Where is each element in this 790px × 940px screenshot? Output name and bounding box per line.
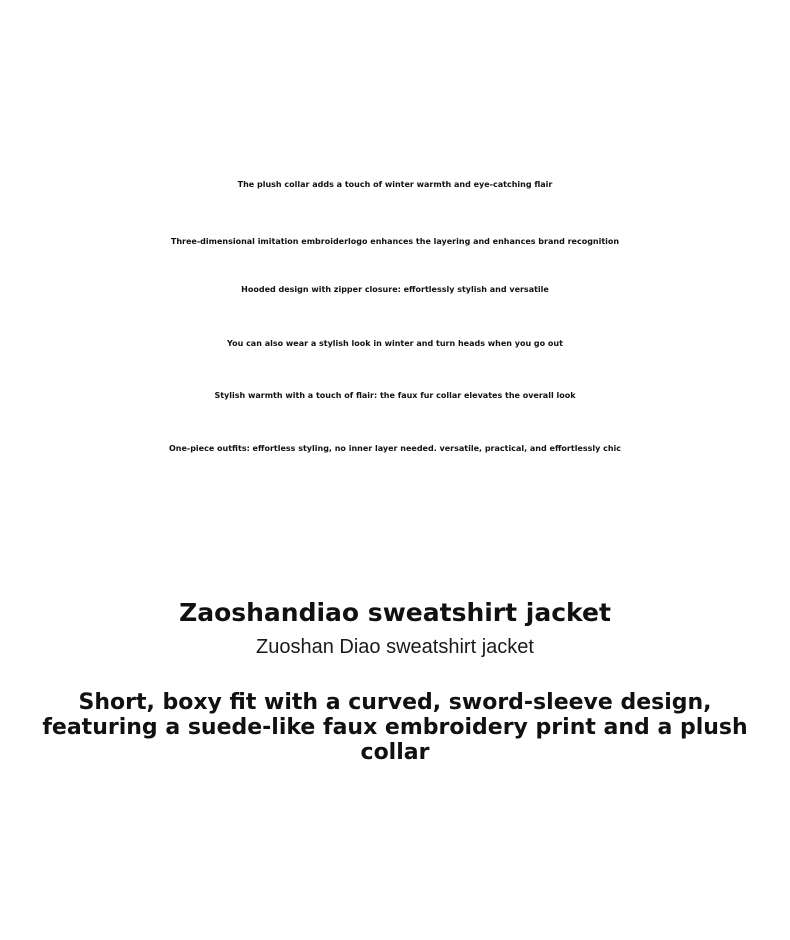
feature-hooded-zipper: Hooded design with zipper closure: effortlessly stylish and versatile [241, 285, 549, 294]
feature-one-piece-outfit: One-piece outfits: effortless styling, no inner layer needed. versatile, practical, and effortlessly chic [168, 444, 622, 453]
feature-plush-collar: The plush collar adds a touch of winter warmth and eye-catching flair [237, 180, 553, 189]
feature-winter-look: You can also wear a stylish look in winter and turn heads when you go out [227, 339, 563, 348]
feature-embroidery-logo: Three-dimensional imitation embroiderlogo enhances the layering and enhances brand recognition [170, 237, 620, 246]
feature-faux-fur-collar: Stylish warmth with a touch of flair: the faux fur collar elevates the overall look [214, 391, 576, 400]
product-description: Short, boxy fit with a curved, sword-sleeve design, featuring a suede-like faux embroidery print and a plush collar [42, 690, 748, 765]
product-title: Zaoshandiao sweatshirt jacket [179, 598, 611, 627]
product-subtitle: Zuoshan Diao sweatshirt jacket [256, 636, 534, 658]
